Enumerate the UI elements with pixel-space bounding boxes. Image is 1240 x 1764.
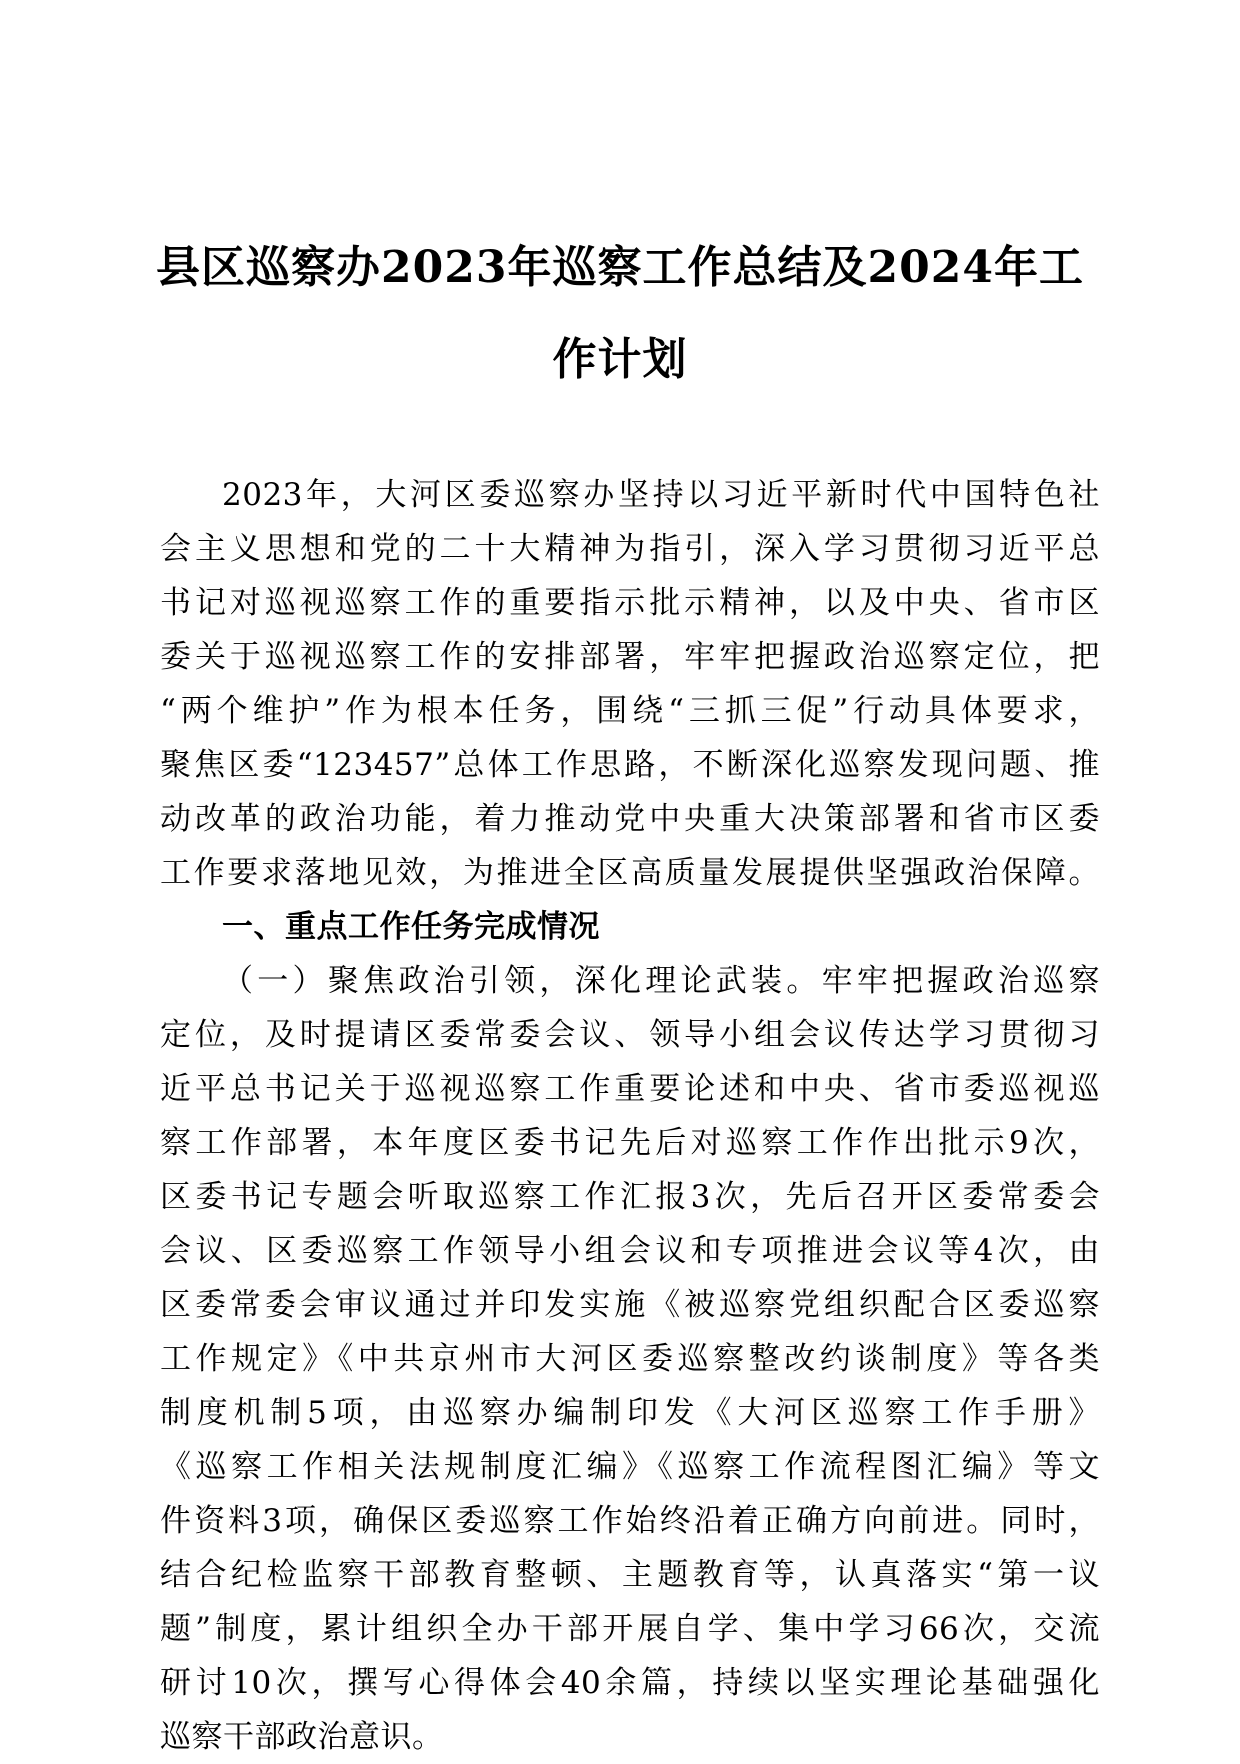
paragraph-line: 聚焦区委“123457”总体工作思路，不断深化巡察发现问题、推	[160, 747, 1100, 783]
paragraph-line: 制度机制5项，由巡察办编制印发《大河区巡察工作手册》	[160, 1395, 1100, 1431]
paragraph-line: 区委书记专题会听取巡察工作汇报3次，先后召开区委常委会	[160, 1179, 1100, 1215]
paragraph-line: 研讨10次，撰写心得体会40余篇，持续以坚实理论基础强化	[160, 1665, 1100, 1701]
paragraph-line: 察工作部署，本年度区委书记先后对巡察工作作出批示9次，	[160, 1125, 1100, 1161]
intro-paragraph	[160, 468, 1100, 900]
paragraph-line: 会议、区委巡察工作领导小组会议和专项推进会议等4次，由	[160, 1233, 1100, 1269]
paragraph-line: （一）聚焦政治引领，深化理论武装。牢牢把握政治巡察	[222, 963, 1100, 999]
paragraph-line: 会主义思想和党的二十大精神为指引，深入学习贯彻习近平总	[160, 531, 1100, 567]
paragraph-line: 区委常委会审议通过并印发实施《被巡察党组织配合区委巡察	[160, 1287, 1100, 1323]
paragraph-line: 工作要求落地见效，为推进全区高质量发展提供坚强政治保障。	[160, 855, 1100, 891]
section-heading: 一、重点工作任务完成情况	[222, 909, 600, 945]
paragraph-line: 题”制度，累计组织全办干部开展自学、集中学习66次，交流	[160, 1611, 1100, 1647]
title-line: 县区巡察办2023年巡察工作总结及2024年工	[156, 242, 1084, 293]
paragraph-line: 书记对巡视巡察工作的重要指示批示精神，以及中央、省市区	[160, 585, 1100, 621]
paragraph-line: 动改革的政治功能，着力推动党中央重大决策部署和省市区委	[160, 801, 1100, 837]
paragraph-line: 2023年，大河区委巡察办坚持以习近平新时代中国特色社	[222, 477, 1100, 513]
paragraph-line: 近平总书记关于巡视巡察工作重要论述和中央、省市委巡视巡	[160, 1071, 1100, 1107]
paragraph-line: “两个维护”作为根本任务，围绕“三抓三促”行动具体要求，	[160, 693, 1100, 729]
document-body	[160, 468, 1100, 1764]
document-title	[150, 222, 1090, 406]
paragraph-line: 工作规定》《中共京州市大河区委巡察整改约谈制度》等各类	[160, 1341, 1100, 1377]
paragraph-line: 定位，及时提请区委常委会议、领导小组会议传达学习贯彻习	[160, 1017, 1100, 1053]
title-line: 作计划	[552, 334, 688, 385]
paragraph-line: 件资料3项，确保区委巡察工作始终沿着正确方向前进。同时，	[160, 1503, 1100, 1539]
paragraph-line: 结合纪检监察干部教育整顿、主题教育等，认真落实“第一议	[160, 1557, 1100, 1593]
paragraph-line: 委关于巡视巡察工作的安排部署，牢牢把握政治巡察定位，把	[160, 639, 1100, 675]
paragraph-line: 《巡察工作相关法规制度汇编》《巡察工作流程图汇编》等文	[160, 1449, 1100, 1485]
subsection-paragraph	[160, 954, 1100, 1764]
paragraph-line: 巡察干部政治意识。	[160, 1719, 444, 1755]
